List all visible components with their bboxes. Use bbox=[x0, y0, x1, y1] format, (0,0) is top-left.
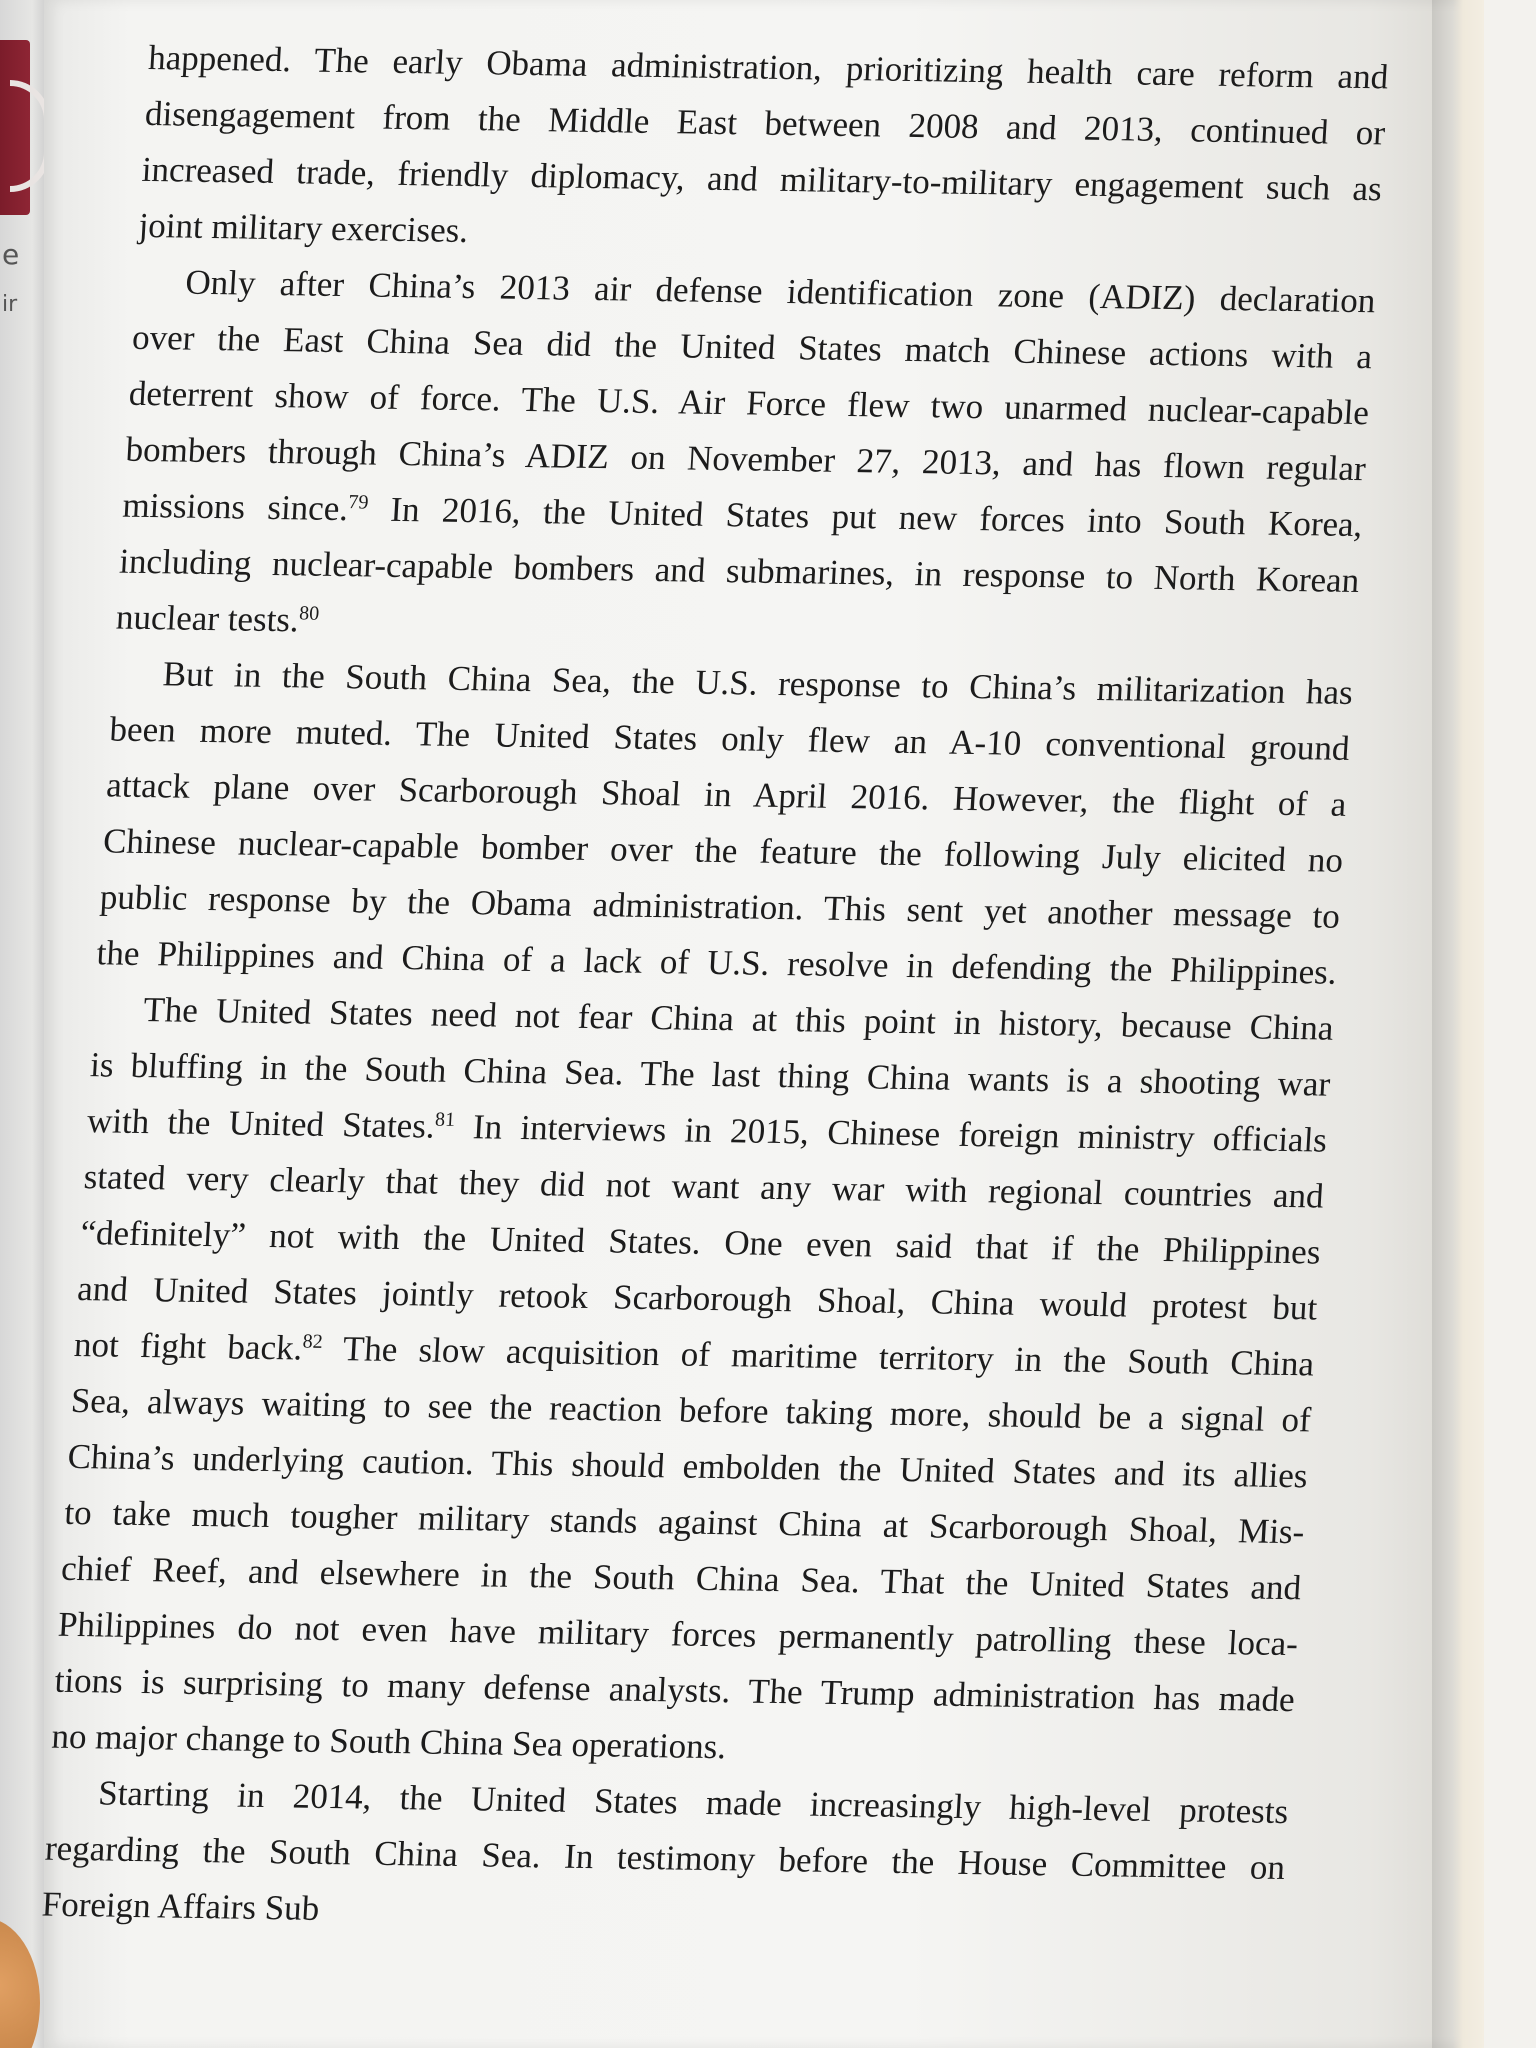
text-line: the Philippines and China of a lack of U.S. resolve in defending the Philippines. bbox=[95, 933, 1338, 992]
footnote-marker: 80 bbox=[298, 602, 320, 625]
text-line: disengagement from the Middle East between 2008 and 2013, continued or bbox=[144, 93, 1387, 153]
text-line: Only after China’s 2013 air defense identification zone (ADIZ) declaration bbox=[184, 262, 1377, 321]
text-line: bombers through China’s ADIZ on November 27, 2013, and has flown regular bbox=[124, 429, 1367, 489]
paragraph bbox=[50, 981, 1395, 1785]
footnote-marker: 82 bbox=[302, 1330, 324, 1353]
text-segment: The slow acquisition of maritime territory in the South China bbox=[321, 1328, 1316, 1384]
text-line: no major change to South China Sea operations. bbox=[50, 1716, 728, 1767]
text-segment: nuclear tests. bbox=[115, 597, 300, 640]
text-segment: missions since. bbox=[121, 485, 350, 529]
adjacent-page-letter: ir bbox=[2, 292, 18, 317]
text-line: is bluffing in the South China Sea. The last thing China wants is a shooting war bbox=[89, 1045, 1332, 1104]
text-line: China’s underlying caution. This should embolden the United States and its allies bbox=[66, 1436, 1309, 1496]
text-line: over the East China Sea did the United States match Chinese actions with a bbox=[131, 317, 1374, 377]
text-line: public response by the Obama administration. This sent yet another message to bbox=[98, 877, 1341, 936]
text-line: joint military exercises. bbox=[137, 205, 470, 251]
text-line: happened. The early Obama administration, prioritizing health care reform and bbox=[147, 37, 1390, 97]
text-line: tions is surprising to many defense analysts. The Trump administration has made bbox=[53, 1660, 1296, 1720]
adjacent-page-letter: e bbox=[2, 238, 20, 271]
text-line: Foreign Affairs Sub bbox=[40, 1884, 321, 1928]
footnote-marker: 81 bbox=[434, 1108, 456, 1131]
text-segment: with the United States. bbox=[85, 1101, 436, 1146]
text-line: The United States need not fear China at this point in history, because China bbox=[142, 990, 1335, 1048]
paragraph bbox=[95, 646, 1414, 1002]
text-line: regarding the South China Sea. In testimony before the House Committee on bbox=[44, 1828, 1287, 1888]
text-line: including nuclear-capable bombers and submarines, in response to North Korean bbox=[118, 541, 1361, 601]
text-line: Philippines do not even have military forces permanently patrolling these loca- bbox=[56, 1604, 1300, 1664]
paragraph bbox=[137, 30, 1450, 274]
text-segment: In 2016, the United States put new forces into South Korea, bbox=[367, 489, 1364, 545]
text-segment: not fight back. bbox=[73, 1324, 304, 1368]
text-line: Starting in 2014, the United States made increasingly high-level protests bbox=[97, 1773, 1290, 1832]
text-line: attack plane over Scarborough Shoal in April 2016. However, the flight of a bbox=[105, 765, 1348, 824]
text-line: increased trade, friendly diplomacy, and military-to-military engagement such as bbox=[140, 149, 1383, 209]
text-line: chief Reef, and elsewhere in the South China Sea. That the United States and bbox=[60, 1548, 1303, 1608]
text-line: Sea, always waiting to see the reaction before taking more, should be a signal of bbox=[69, 1380, 1312, 1440]
text-line: to take much tougher military stands against China at Scarborough Shoal, Mis- bbox=[63, 1492, 1306, 1552]
text-line: stated very clearly that they did not want any war with regional countries and bbox=[82, 1157, 1325, 1216]
text-line: deterrent show of force. The U.S. Air Force flew two unarmed nuclear-capable bbox=[127, 373, 1371, 433]
page-body-text bbox=[40, 30, 1450, 1953]
paragraph bbox=[40, 1765, 1350, 1953]
text-line: But in the South China Sea, the U.S. response to China’s militarization has bbox=[161, 654, 1354, 712]
page-gutter-shadow bbox=[1432, 0, 1484, 2048]
text-line: been more muted. The United States only flew an A-10 conventional ground bbox=[108, 709, 1351, 768]
paragraph bbox=[115, 254, 1437, 666]
text-line: “definitely” not with the United States. One even said that if the Philippines bbox=[79, 1213, 1322, 1272]
footnote-marker: 79 bbox=[347, 491, 370, 514]
text-line: and United States jointly retook Scarborough Shoal, China would protest but bbox=[76, 1269, 1319, 1328]
text-line: Chinese nuclear-capable bomber over the feature the following July elicited no bbox=[102, 821, 1345, 880]
text-segment: In interviews in 2015, Chinese foreign ministry officials bbox=[453, 1106, 1329, 1160]
